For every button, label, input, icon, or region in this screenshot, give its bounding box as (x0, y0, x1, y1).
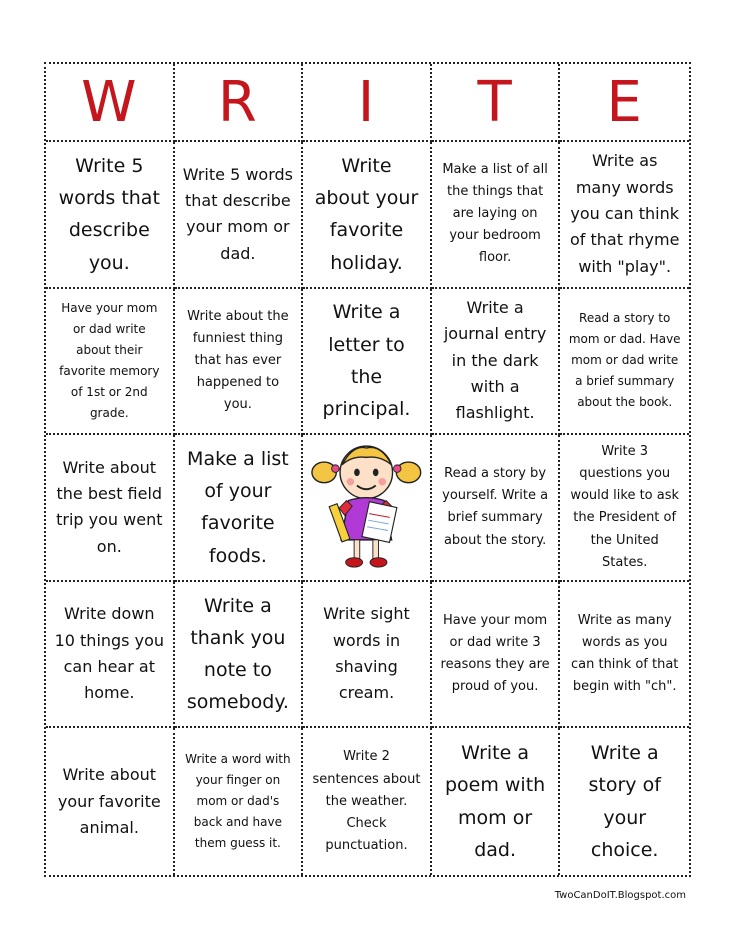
task-text: Have your mom or dad write about their favorite memory of 1st or 2nd grade. (59, 300, 160, 420)
task-cell (303, 289, 432, 436)
task-cell (560, 435, 689, 582)
task-text: Write down 10 things you can hear at home. (54, 604, 164, 703)
header-letter: R (217, 69, 258, 135)
task-cell (46, 142, 175, 289)
task-cell (560, 289, 689, 436)
girl-writing-illustration (311, 438, 422, 578)
task-cell (560, 728, 689, 875)
header-letter-t (432, 64, 561, 142)
task-text: Write a journal entry in the dark with a flashlight. (443, 297, 547, 423)
task-text: Read a story to mom or dad. Have mom or dad write a brief summary about the book. (568, 311, 681, 410)
task-cell (432, 582, 561, 729)
task-cell (175, 728, 304, 875)
task-text: Write a letter to the principal. (322, 301, 411, 421)
task-cell (432, 435, 561, 582)
task-cell (175, 435, 304, 582)
blog-credit: TwoCanDoIT.Blogspot.com (554, 890, 686, 901)
task-text: Write about your favorite animal. (57, 765, 161, 837)
task-cell (560, 582, 689, 729)
task-cell (560, 142, 689, 289)
task-text: Write a poem with mom or dad. (444, 742, 546, 861)
header-letter-w (46, 64, 175, 142)
task-text: Write 3 questions you would like to ask the President of the United States. (570, 444, 680, 570)
task-text: Make a list of your favorite foods. (187, 447, 289, 567)
task-text: Write about the best field trip you went on. (56, 457, 163, 556)
task-text: Write 5 words that describe you. (58, 154, 160, 274)
task-cell (432, 289, 561, 436)
task-cell (303, 582, 432, 729)
header-letter: I (357, 69, 376, 135)
task-cell (303, 142, 432, 289)
task-text: Write a story of your choice. (588, 742, 661, 861)
header-letter: E (606, 69, 643, 135)
task-cell (432, 142, 561, 289)
task-cell (46, 289, 175, 436)
task-cell (175, 582, 304, 729)
task-cell (175, 142, 304, 289)
task-text: Make a list of all the things that are laying on your bedroom floor. (442, 162, 548, 266)
task-text: Read a story by yourself. Write a brief summary about the story. (442, 466, 549, 548)
task-text: Write sight words in shaving cream. (323, 604, 410, 703)
header-letter-i (303, 64, 432, 142)
center-image-cell (303, 435, 432, 582)
task-text: Have your mom or dad write 3 reasons they are proud of you. (440, 612, 550, 695)
task-text: Write about the funniest thing that has ever happened to you. (187, 308, 289, 413)
header-letter: T (477, 69, 513, 135)
task-text: Write a thank you note to somebody. (186, 594, 289, 714)
task-cell (303, 728, 432, 875)
task-text: Write as many words you can think of that rhyme with "play". (569, 151, 680, 276)
task-text: Write about your favorite holiday. (314, 154, 419, 274)
task-cell (175, 289, 304, 436)
task-text: Write 2 sentences about the weather. Check punctuation. (312, 749, 421, 853)
header-letter-e (560, 64, 689, 142)
task-text: Write a word with your finger on mom or dad's back and have them guess it. (185, 752, 291, 851)
task-cell (46, 728, 175, 875)
task-cell (46, 582, 175, 729)
task-text: Write 5 words that describe your mom or dad. (182, 164, 294, 263)
write-choice-board (44, 62, 691, 877)
task-text: Write as many words as you can think of that begin with "ch". (570, 612, 679, 695)
task-cell (432, 728, 561, 875)
header-letter-r (175, 64, 304, 142)
task-cell (46, 435, 175, 582)
header-letter: W (81, 69, 138, 135)
